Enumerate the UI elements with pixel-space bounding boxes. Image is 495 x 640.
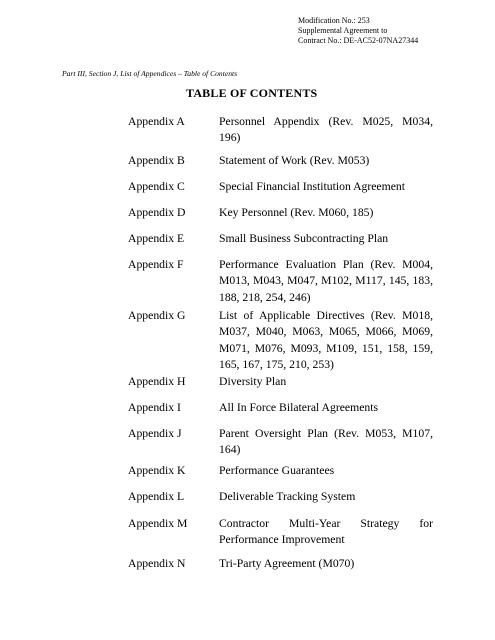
appendix-label: Appendix H — [128, 375, 186, 388]
appendix-description: Key Personnel (Rev. M060, 185) — [219, 206, 374, 219]
modification-number: Modification No.: 253 — [298, 16, 370, 25]
document-header — [298, 16, 418, 46]
appendix-description: Tri-Party Agreement (M070) — [219, 557, 355, 570]
appendix-label: Appendix J — [128, 427, 182, 440]
appendix-description: Personnel Appendix (Rev. M025, M034, 196) — [219, 115, 433, 145]
appendix-description: List of Applicable Directives (Rev. M018, M037, M040, M063, M065, M066, M069, M071, M076, M093, M109, 151, 158, 159, 165, 167, 175, 210, 253) — [219, 309, 433, 371]
appendix-label: Appendix G — [128, 309, 186, 322]
appendix-label: Appendix A — [128, 115, 185, 128]
page-title: TABLE OF CONTENTS — [186, 86, 318, 100]
appendix-description: Performance Guarantees — [219, 464, 335, 477]
supplemental-agreement: Supplemental Agreement to — [298, 26, 388, 35]
appendix-description: Contractor Multi-Year Strategy for Performance Improvement — [219, 517, 433, 547]
appendix-description: Small Business Subcontracting Plan — [219, 232, 389, 245]
appendix-label: Appendix B — [128, 154, 185, 167]
appendix-description: Diversity Plan — [219, 375, 287, 388]
appendix-description: Deliverable Tracking System — [219, 490, 356, 503]
appendix-label: Appendix C — [128, 180, 185, 193]
appendix-label: Appendix F — [128, 258, 184, 271]
appendix-label: Appendix K — [128, 464, 186, 477]
contract-number: Contract No.: DE-AC52-07NA27344 — [298, 36, 419, 45]
appendix-description: All In Force Bilateral Agreements — [219, 401, 379, 414]
appendix-label: Appendix N — [128, 557, 186, 570]
appendix-label: Appendix D — [128, 206, 186, 219]
section-reference: Part III, Section J, List of Appendices – Table of Contents — [62, 69, 238, 78]
appendix-label: Appendix I — [128, 401, 181, 414]
appendix-label: Appendix M — [128, 517, 188, 530]
appendix-label: Appendix L — [128, 490, 185, 503]
appendix-description: Special Financial Institution Agreement — [219, 180, 405, 193]
appendix-description: Statement of Work (Rev. M053) — [219, 154, 370, 167]
appendix-label: Appendix E — [128, 232, 185, 245]
appendix-description: Parent Oversight Plan (Rev. M053, M107, 164) — [219, 427, 433, 457]
appendix-description: Performance Evaluation Plan (Rev. M004, M013, M043, M047, M102, M117, 145, 183, 188, 218, 254, 246) — [219, 258, 433, 304]
